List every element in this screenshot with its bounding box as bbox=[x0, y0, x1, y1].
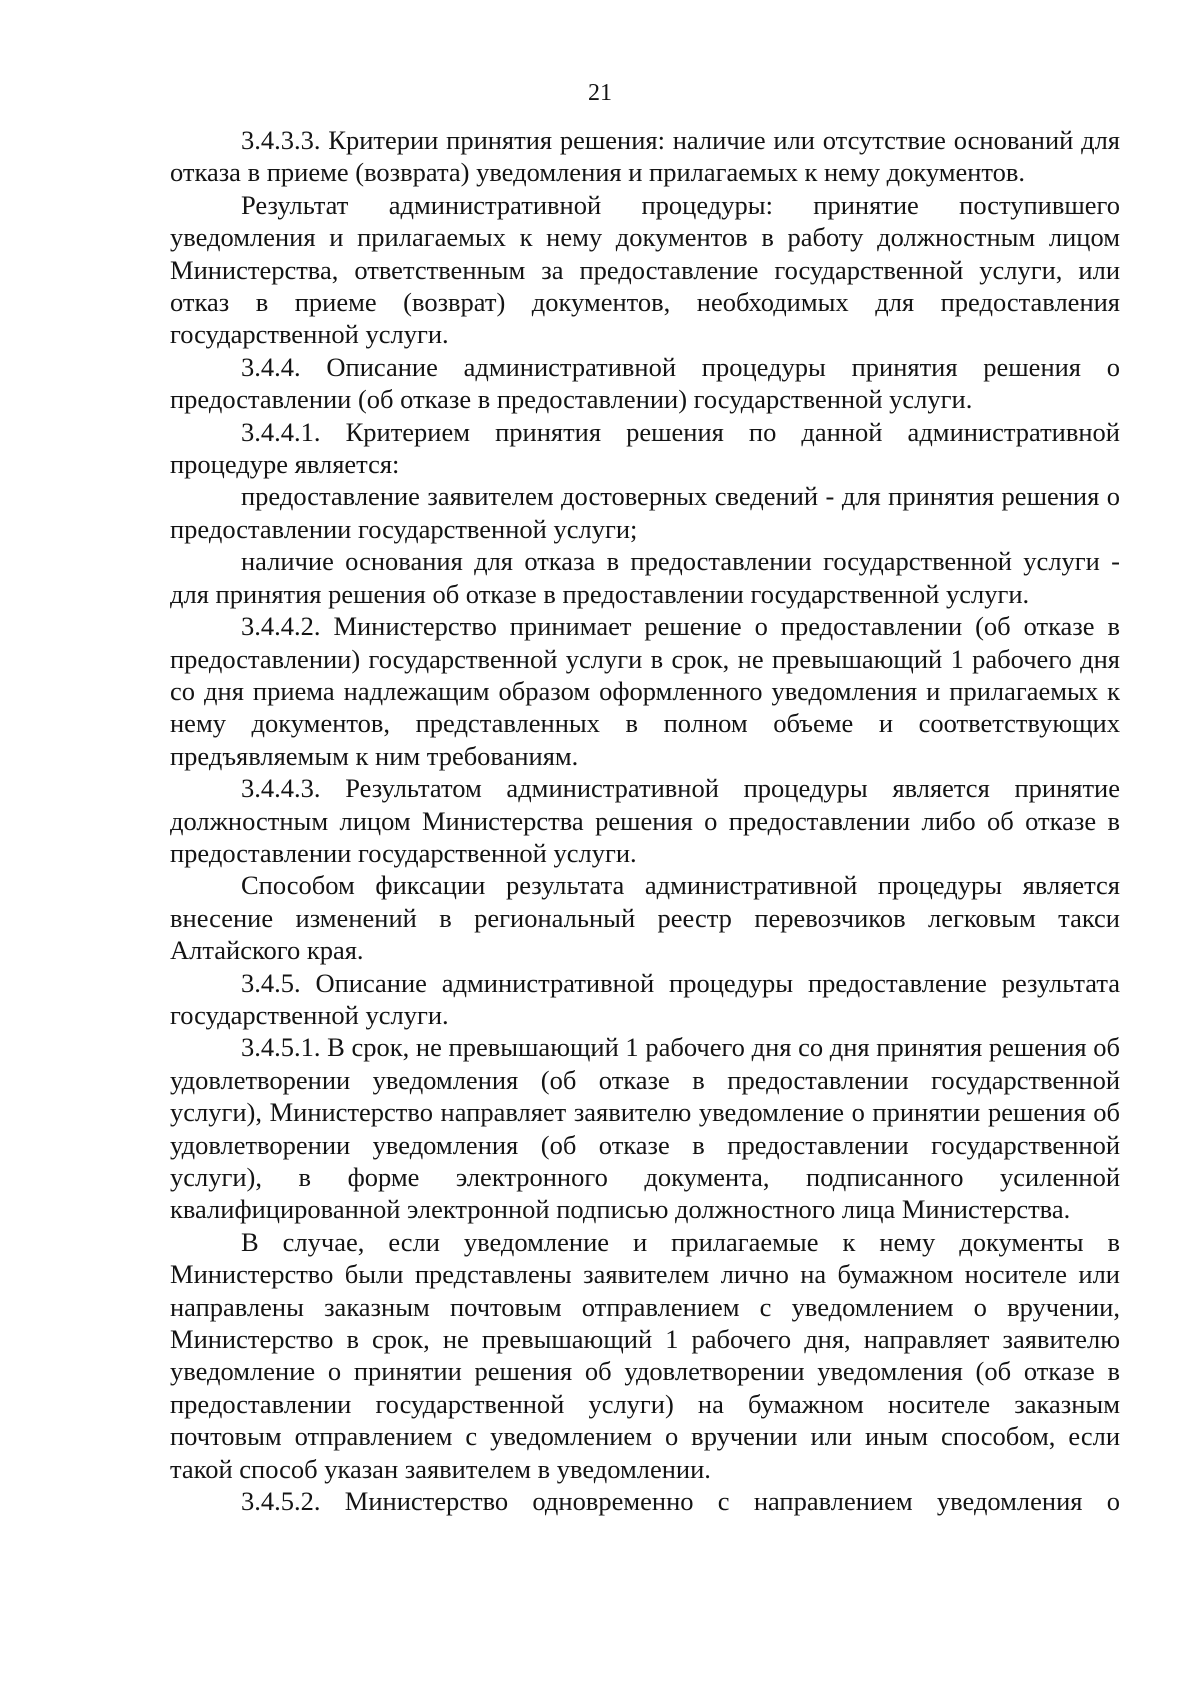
paragraph: наличие основания для отказа в предоставлении государственной услуги - для принятия решения об отказе в предоставлении государственной услуги. bbox=[170, 546, 1120, 609]
page-number: 21 bbox=[588, 80, 612, 106]
paragraph: 3.4.4.2. Министерство принимает решение о предоставлении (об отказе в предоставлении) государственной услуги в срок, не превышающий 1 рабочего дня со дня приема надлежащим образом оформленного уведомления и прилагаемых к нему документов, представленных в полном объеме и соответствующих предъявляемым к ним требованиям. bbox=[170, 611, 1120, 771]
paragraph: 3.4.4.3. Результатом административной процедуры является принятие должностным лицом Министерства решения о предоставлении либо об отказе в предоставлении государственной услуги. bbox=[170, 773, 1120, 868]
paragraph: предоставление заявителем достоверных сведений - для принятия решения о предоставлении государственной услуги; bbox=[170, 481, 1120, 544]
document-body bbox=[170, 124, 1120, 1517]
paragraph-continued: 3.4.5.2. Министерство одновременно с направлением уведомления о bbox=[241, 1486, 1120, 1517]
paragraph: 3.4.4.1. Критерием принятия решения по данной административной процедуре является: bbox=[170, 416, 1120, 480]
paragraph: 3.4.5. Описание административной процедуры предоставление результата государственной услуги. bbox=[170, 967, 1120, 1030]
paragraph: В случае, если уведомление и прилагаемые к нему документы в Министерство были представлены заявителем лично на бумажном носителе или направлены заказным почтовым отправлением с уведомлением о вручении, Министерство в срок, не превышающий 1 рабочего дня, направляет заявителю уведомление о принятии решения об удовлетворении уведомления (об отказе в предоставлении государственной услуги) на бумажном носителе заказным почтовым отправлением с уведомлением о вручении или иным способом, если такой способ указан заявителем в уведомлении. bbox=[170, 1226, 1120, 1484]
paragraph: 3.4.4. Описание административной процедуры принятия решения о предоставлении (об отказе в предоставлении) государственной услуги. bbox=[170, 351, 1120, 415]
paragraph: 3.4.5.1. В срок, не превышающий 1 рабочего дня со дня принятия решения об удовлетворении уведомления (об отказе в предоставлении государственной услуги), Министерство направляет заявителю уведомление о принятии решения об удовлетворении уведомления (об отказе в предоставлении государственной услуги), в форме электронного документа, подписанного усиленной квалифицированной электронной подписью должностного лица Министерства. bbox=[170, 1032, 1120, 1225]
paragraph: Способом фиксации результата административной процедуры является внесение изменений в региональный реестр перевозчиков легковым такси Алтайского края. bbox=[170, 870, 1120, 966]
paragraph: 3.4.3.3. Критерии принятия решения: наличие или отсутствие оснований для отказа в приеме (возврата) уведомления и прилагаемых к нему документов. bbox=[170, 125, 1120, 188]
paragraph: Результат административной процедуры: принятие поступившего уведомления и прилагаемых к нему документов в работу должностным лицом Министерства, ответственным за предоставление государственной услуги, или отказ в приеме (возврат) документов, необходимых для предоставления государственной услуги. bbox=[170, 189, 1120, 350]
